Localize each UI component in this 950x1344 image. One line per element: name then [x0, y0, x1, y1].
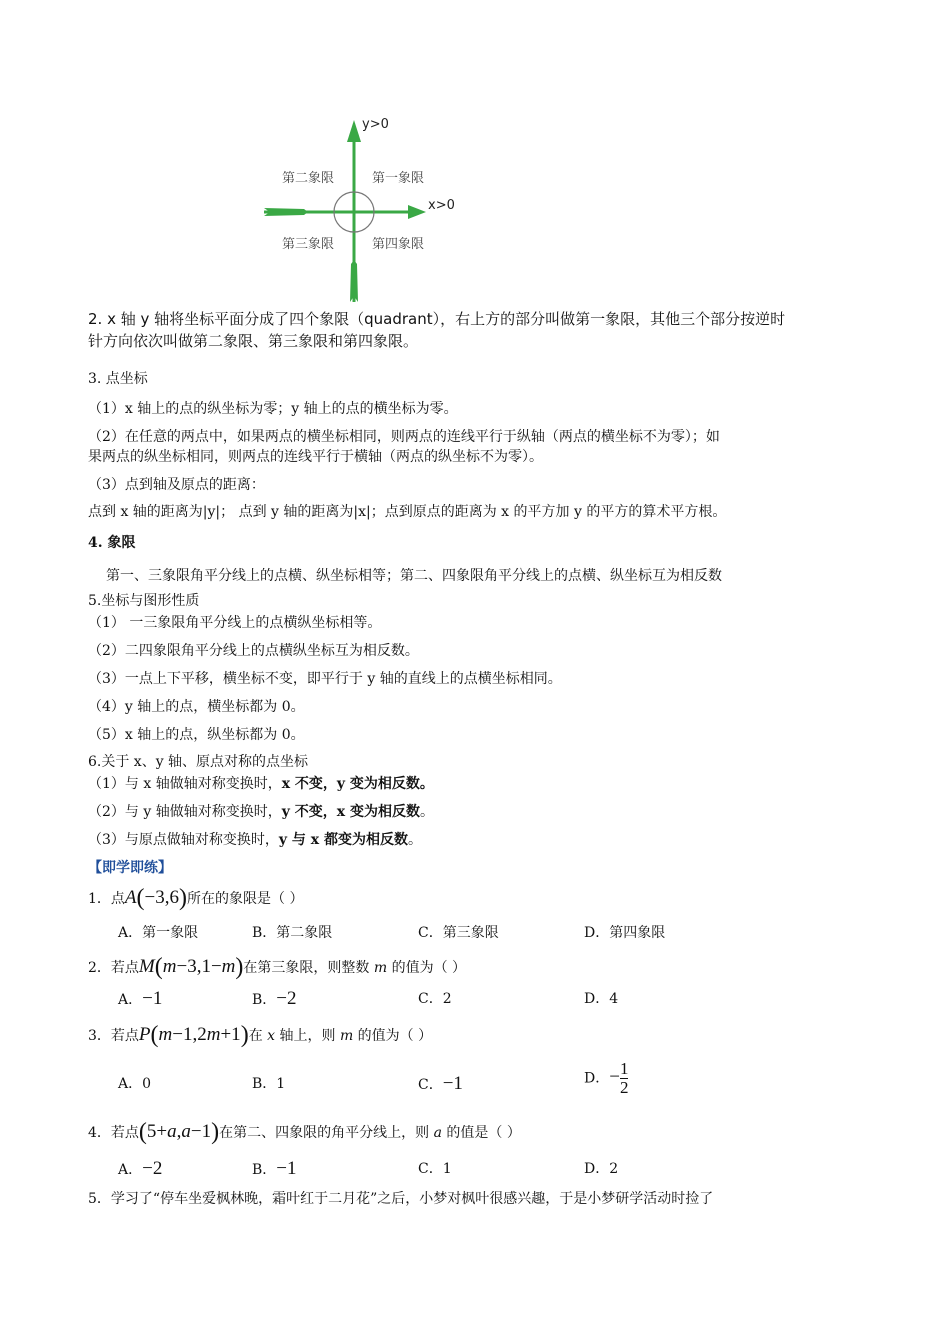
q4-option-d	[584, 1158, 618, 1178]
x-axis-tail	[264, 208, 308, 216]
q4-comma: ,	[176, 1121, 182, 1142]
q2-number: 2．	[88, 960, 111, 976]
section6-item	[88, 829, 422, 849]
q3-option-d-denominator: 2	[619, 1078, 629, 1097]
section6-item	[88, 801, 434, 821]
q3-option-d-sign: −	[609, 1066, 620, 1088]
quadrant-3-label: 第三象限	[282, 237, 335, 252]
q3-option-b-label: B．	[252, 1076, 277, 1092]
section5-title: 5.坐标与图形性质	[88, 593, 200, 609]
question-4	[88, 1119, 521, 1146]
q4-option-d-label: D．	[584, 1161, 610, 1177]
q3-option-c-label: C．	[418, 1077, 443, 1093]
quadrant-2-label: 第二象限	[282, 171, 335, 186]
q1-pre: 点	[110, 891, 125, 907]
section6-item-pre: （2）与 y 轴做轴对称变换时，	[88, 804, 282, 820]
q1-lparen: (	[136, 885, 145, 911]
q4-post-var: a	[433, 1125, 442, 1141]
q3-option-a-label: A．	[118, 1076, 143, 1092]
section3-item3: （3）点到轴及原点的距离：	[88, 477, 265, 493]
section3-item2-line2: 果两点的纵坐标相同，则两点的连线平行于横轴（两点的纵坐标不为零）。	[88, 449, 543, 465]
quadrant-diagram	[262, 112, 462, 306]
question-5: 5．学习了“停车坐爱枫林晚，霜叶红于二月花”之后，小梦对枫叶很感兴趣，于是小梦研学活动时捡了	[88, 1191, 714, 1207]
q4-option-b	[252, 1158, 297, 1180]
q2-option-d-value: 4	[609, 991, 619, 1007]
q3-option-a-value: 0	[142, 1076, 152, 1092]
q3-number: 3．	[88, 1028, 111, 1044]
q3-option-d-label: D．	[584, 1070, 610, 1087]
section5-item: （5）x 轴上的点，纵坐标都为 0。	[88, 727, 305, 743]
q3-lparen: (	[150, 1022, 159, 1048]
q2-option-a-value: −1	[142, 988, 163, 1009]
q2-arg-m: m	[162, 956, 177, 977]
q3-args: −1,2	[172, 1024, 207, 1045]
q2-option-b-label: B．	[252, 992, 277, 1008]
q3-post1: 在	[248, 1028, 268, 1044]
question-2	[88, 954, 466, 981]
question-3	[88, 1022, 432, 1049]
q1-post: 所在的象限是（ ）	[187, 891, 304, 907]
q3-option-d-numerator: 1	[619, 1059, 629, 1078]
q2-rparen: )	[235, 954, 244, 980]
section6-item-post: 。	[419, 804, 434, 820]
q3-args-end: +1	[220, 1024, 241, 1045]
q4-option-c	[418, 1158, 452, 1178]
q4-option-d-value: 2	[609, 1161, 619, 1177]
q4-pre: 若点	[110, 1125, 139, 1141]
q3-post2: 轴上，则	[275, 1028, 340, 1044]
q4-number: 4．	[88, 1125, 111, 1141]
q1-args: −3,6	[144, 887, 179, 908]
q3-post3: 的值为（ ）	[353, 1028, 433, 1044]
q4-lparen: (	[138, 1119, 147, 1145]
section3-item3-detail: 点到 x 轴的距离为|y|； 点到 y 轴的距离为|x|；点到原点的距离为 x 的平方加 y 的平方的算术平方根。	[88, 504, 727, 520]
q3-option-c-value: −1	[442, 1073, 463, 1094]
q3-post-x: x	[267, 1028, 276, 1044]
q4-option-b-value: −1	[276, 1158, 297, 1179]
q1-number: 1．	[88, 891, 111, 907]
q2-option-b	[252, 988, 297, 1010]
quadrant-4-label: 第四象限	[372, 237, 425, 252]
section5-item: （4）y 轴上的点，横坐标都为 0。	[88, 699, 305, 715]
section6-item-bold: y 不变，x 变为相反数	[281, 804, 420, 820]
section5-item: （1） 一三象限角平分线上的点横纵坐标相等。	[88, 615, 382, 631]
q3-point-var: P	[138, 1024, 151, 1045]
section6-title: 6.关于 x、y 轴、原点对称的点坐标	[88, 754, 309, 770]
q1-option-c: C．第三象限	[418, 925, 499, 941]
q4-args-end: −1	[190, 1121, 212, 1142]
q4-arg-a2: a	[181, 1121, 191, 1142]
q1-option-a: A．第一象限	[118, 925, 199, 941]
section6-item-pre: （3）与原点做轴对称变换时，	[88, 832, 279, 848]
q2-option-a	[118, 988, 162, 1010]
q3-arg-m: m	[158, 1024, 173, 1045]
section3-item2-line1: （2）在任意的两点中，如果两点的横坐标相同，则两点的连线平行于纵轴（两点的横坐标不为零）；如	[88, 429, 720, 445]
q3-post-m: m	[339, 1028, 354, 1044]
p2-line2: 针方向依次叫做第二象限、第三象限和第四象限。	[88, 332, 419, 350]
y-axis-label: y>0	[362, 117, 389, 132]
question-1	[88, 885, 303, 912]
quadrant-1-label: 第一象限	[372, 171, 425, 186]
q3-option-d-fraction	[620, 1060, 629, 1097]
q4-post2: 的值是（ ）	[441, 1125, 521, 1141]
y-axis-tail	[350, 260, 358, 302]
q4-option-c-label: C．	[418, 1161, 443, 1177]
section5-item: （2）二四象限角平分线上的点横纵坐标互为相反数。	[88, 643, 419, 659]
q2-option-b-value: −2	[276, 988, 297, 1009]
q4-args-a: 5+	[146, 1121, 168, 1142]
q4-rparen: )	[211, 1119, 220, 1145]
section3-title: 3. 点坐标	[88, 371, 148, 387]
section4-text: 第一、三象限角平分线上的点横、纵坐标相等；第二、四象限角平分线上的点横、纵坐标互为相反数	[106, 568, 722, 584]
p2-line1: 2. x 轴 y 轴将坐标平面分成了四个象限（quadrant），右上方的部分叫做第一象限，其他三个部分按逆时	[88, 310, 786, 328]
q4-option-b-label: B．	[252, 1162, 277, 1178]
q2-lparen: (	[154, 954, 163, 980]
q4-option-a-value: −2	[142, 1158, 163, 1179]
q2-option-c-label: C．	[418, 991, 443, 1007]
q2-option-c-value: 2	[442, 991, 452, 1007]
q1-option-d: D．第四象限	[584, 925, 666, 941]
q4-arg-a: a	[167, 1121, 177, 1142]
x-axis-arrowhead	[408, 205, 426, 219]
section5-item: （3）一点上下平移，横坐标不变，即平行于 y 轴的直线上的点横坐标相同。	[88, 671, 562, 687]
q3-arg-m2: m	[206, 1024, 221, 1045]
q2-args: −3,1−	[176, 956, 222, 977]
q3-option-d	[584, 1060, 628, 1097]
q2-option-c	[418, 988, 452, 1008]
section6-item-bold: x 不变，y 变为相反数。	[281, 776, 434, 792]
q4-option-c-value: 1	[442, 1161, 452, 1177]
section6-item-bold: y 与 x 都变为相反数	[278, 832, 409, 848]
q4-post: 在第二、四象限的角平分线上，则	[219, 1125, 434, 1141]
q3-option-c	[418, 1073, 463, 1095]
q1-point-var: A	[124, 887, 137, 908]
section6-item-post: 。	[408, 832, 423, 848]
q4-option-a-label: A．	[118, 1162, 143, 1178]
practice-heading: 【即学即练】	[88, 860, 172, 876]
q3-rparen: )	[240, 1022, 249, 1048]
y-axis-arrowhead	[347, 120, 361, 142]
q2-post-var: m	[373, 960, 388, 976]
section4-title: 4. 象限	[88, 535, 136, 551]
q2-post: 在第三象限，则整数	[243, 960, 374, 976]
section6-item-pre: （1）与 x 轴做轴对称变换时，	[88, 776, 282, 792]
q2-arg-m2: m	[221, 956, 236, 977]
q2-point-var: M	[138, 956, 155, 977]
q1-option-b: B．第二象限	[252, 925, 333, 941]
q3-option-a	[118, 1073, 151, 1093]
q3-option-b-value: 1	[276, 1076, 286, 1092]
section6-item	[88, 773, 434, 793]
section3-item1: （1）x 轴上的点的纵坐标为零；y 轴上的点的横坐标为零。	[88, 401, 458, 417]
q2-option-d-label: D．	[584, 991, 610, 1007]
q4-option-a	[118, 1158, 162, 1180]
q2-post2: 的值为（ ）	[387, 960, 467, 976]
q1-rparen: )	[179, 885, 187, 911]
q2-option-d	[584, 988, 618, 1008]
q3-pre: 若点	[110, 1028, 139, 1044]
q2-option-a-label: A．	[118, 992, 143, 1008]
q3-option-b	[252, 1073, 285, 1093]
x-axis-label: x>0	[428, 198, 455, 213]
q2-pre: 若点	[110, 960, 139, 976]
